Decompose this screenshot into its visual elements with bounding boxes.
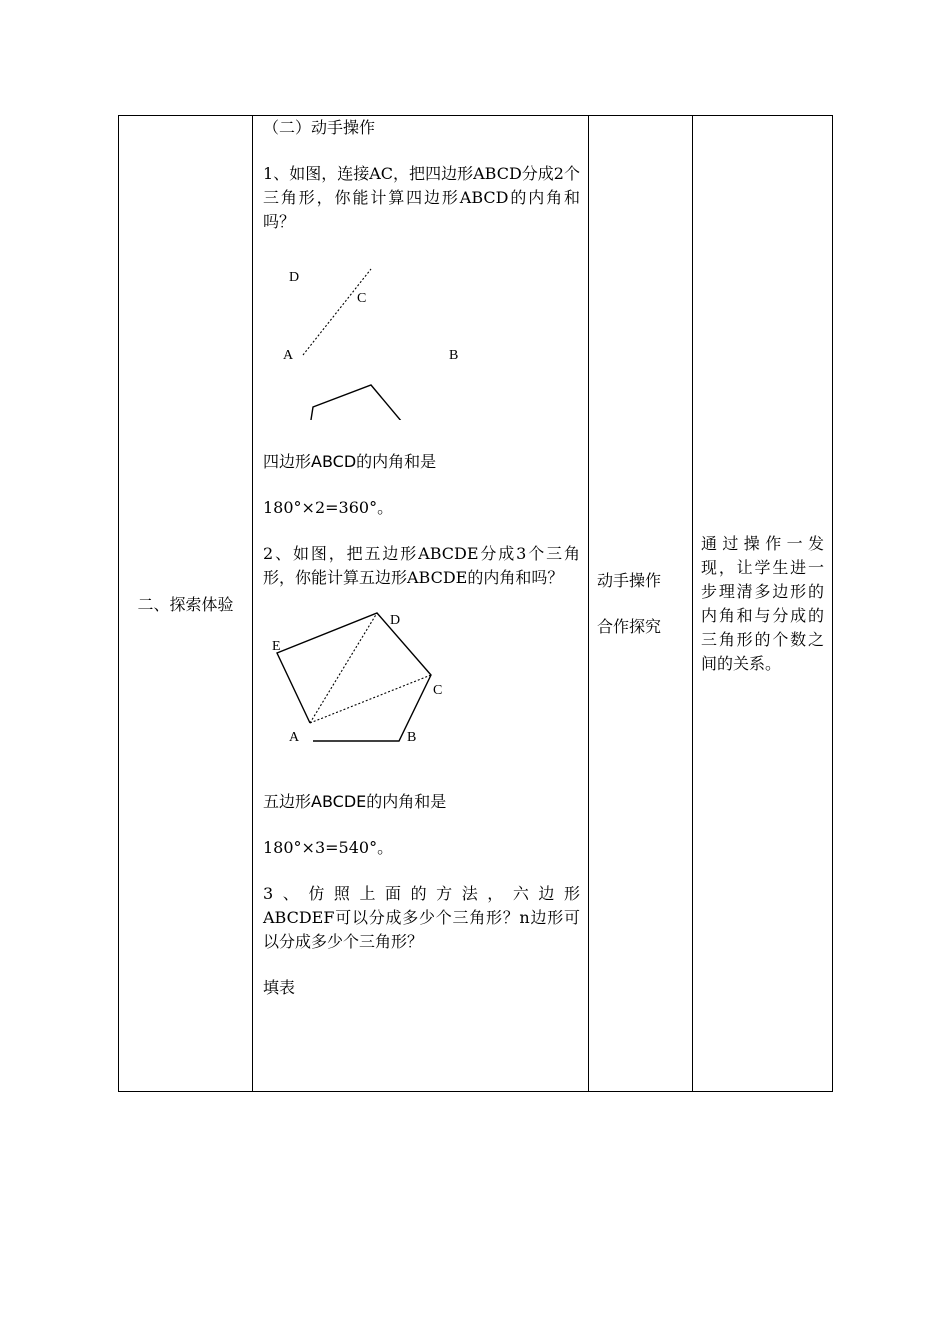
vertex-label-d: D	[390, 613, 401, 628]
answer-1-formula: 180°×2=360°。	[263, 498, 394, 517]
lesson-plan-table	[118, 115, 833, 1092]
table-row	[119, 116, 833, 1092]
question-1: 1、如图，连接AC，把四边形ABCD分成2个三角形，你能计算四边形ABCD的内角和吗？	[263, 164, 580, 231]
quadrilateral-outline	[303, 385, 443, 420]
section-heading: （二）动手操作	[263, 118, 376, 137]
answer-1-label: 四边形ABCD的内角和是	[263, 452, 437, 471]
content-cell	[253, 116, 589, 1092]
pentagon-figure	[263, 590, 573, 790]
vertex-label-a: A	[283, 348, 294, 363]
intent-cell	[693, 116, 833, 1092]
method-1: 动手操作	[597, 570, 662, 590]
vertex-label-c: C	[433, 683, 443, 698]
pentagon-outline	[277, 613, 431, 741]
vertex-label-b: B	[407, 730, 417, 745]
diagonal-ac	[303, 269, 371, 355]
diagonal-ac	[310, 675, 431, 723]
activity-content	[253, 116, 588, 1000]
question-2: 2、如图，把五边形ABCDE分成3个三角形，你能计算五边形ABCDE的内角和吗？	[263, 544, 580, 587]
answer-2-formula: 180°×3=540°。	[263, 838, 394, 857]
method-2: 合作探究	[597, 616, 662, 636]
vertex-label-c: C	[357, 291, 367, 306]
stage-cell	[119, 116, 253, 1092]
vertex-label-a: A	[289, 730, 300, 745]
vertex-label-d: D	[289, 270, 300, 285]
stage-label: 二、探索体验	[137, 595, 234, 614]
answer-2-label: 五边形ABCDE的内角和是	[263, 792, 447, 811]
question-3-rest: ABCDEF可以分成多少个三角形？n边形可以分成多少个三角形？	[263, 908, 580, 951]
question-3-line-1: 3、仿照上面的方法，六边形	[263, 884, 580, 903]
vertex-label-e: E	[272, 639, 281, 654]
diagonal-ad	[310, 613, 377, 723]
method-cell	[589, 116, 693, 1092]
quadrilateral-figure	[263, 234, 573, 420]
design-intent: 通过操作一发现，让学生进一步理清多边形的内角和与分成的三角形的个数之间的关系。	[701, 533, 824, 673]
fill-table-prompt: 填表	[263, 978, 296, 997]
vertex-label-b: B	[449, 348, 459, 363]
